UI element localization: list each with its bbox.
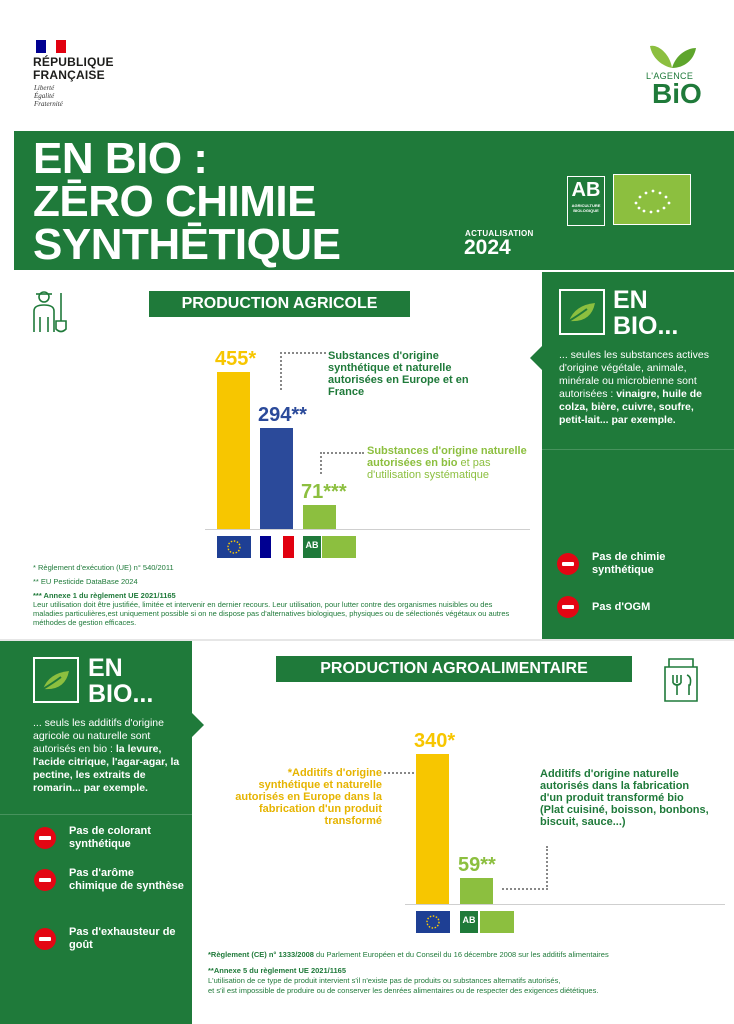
actualisation-label: ACTUALISATION [465, 229, 534, 238]
production-agroalimentaire-label: PRODUCTION AGROALIMENTAIRE [276, 656, 632, 682]
agro-dotline-left [384, 772, 414, 774]
no-enhancer-label: Pas d'exhausteur de goût [69, 926, 176, 951]
rf-name-line1: RÉPUBLIQUE [33, 55, 114, 69]
bar-value-bio: 71*** [301, 480, 347, 503]
motto-fraternite: Fraternité [34, 100, 63, 108]
agence-bio-small-text: L'AGENCE [646, 71, 694, 81]
ab-caption: AGRICULTURE BIOLOGIQUE [571, 203, 601, 213]
ab-mini-logo: AB [460, 911, 478, 933]
agri-footnote-3-title: *** Annexe 1 du règlement UE 2021/1165 [33, 591, 176, 600]
no-colorant-label: Pas de colorant synthétique [69, 825, 151, 850]
title-line1: EN BIO : [33, 134, 208, 183]
agro-note-left: *Additifs d'origine synthétique et naturelle autorisés en Europe dans la fabrication d'un produit transformé [235, 767, 382, 827]
title-line2: ZĒRO CHIMIE [33, 177, 316, 226]
agri-note-bio-strong: Substances d'origine naturelle autorisées en bio [367, 445, 527, 469]
eu-flag-icon [416, 911, 450, 933]
agri-footnote-2: ** EU Pesticide DataBase 2024 [33, 577, 138, 586]
agro-footnote-2-body1: L'utilisation de ce type de produit intervient s'il n'existe pas de produits ou substances alternatifs autorisés, [208, 976, 561, 985]
bar-value-europe: 340* [414, 730, 456, 752]
agro-note-right: Additifs d'origine naturelle autorisés dans la fabrication d'un produit transformé bio (Plat cuisiné, boisson, bonbons, biscuit, sauce...) [540, 768, 709, 828]
motto-egalite: Égalité [34, 92, 55, 100]
production-agricole-label: PRODUCTION AGRICOLE [149, 291, 410, 317]
rf-name-line2: FRANÇAISE [33, 68, 105, 82]
title-line3: SYNTHĒTIQUE [33, 220, 341, 269]
agro-footnote-1-rest: du Parlement Européen et du Conseil du 16 décembre 2008 sur les additifs alimentaires [313, 950, 609, 959]
bar-value-bio: 59** [458, 853, 496, 876]
bar-value-france: 294** [258, 403, 307, 426]
enbio-left-examples: la levure, l'acide citrique, l'agar-agar, la pectine, les extraits de romarin... par exemple. [33, 743, 180, 794]
agro-footnote-1-bold: *Règlement (CE) n° 1333/2008 [208, 950, 314, 959]
bar-europe [416, 754, 449, 904]
enbio-left-line2: BIO... [88, 680, 154, 708]
agro-footnote-2-body2: et s'il est impossible de produire ou de conserver les denrées alimentaires ou de respecter des exigences diététiques. [208, 986, 599, 995]
enbio-right-intro: ... seules les substances actives d'origine végétale, animale, minérale ou microbienne sont autorisées : [559, 349, 709, 400]
ab-letters: AB [571, 179, 601, 201]
no-gmo-label: Pas d'OGM [592, 600, 651, 613]
agri-note-bio-light: et pas d'utilisation systématique [367, 457, 491, 481]
actualisation-year: 2024 [464, 236, 511, 259]
agro-footnote-1 [208, 950, 609, 959]
agri-note-eu-fr: Substances d'origine synthétique et naturelle autorisées en Europe et en France [328, 350, 469, 398]
enbio-right-examples: vinaigre, huile de colza, bière, cuivre, soufre, petit-lait... par exemple. [559, 388, 702, 426]
agro-baseline [405, 904, 725, 905]
agro-dotline-right [502, 846, 548, 890]
eu-leaf-mini-logo [480, 911, 514, 933]
enbio-right-line1: EN [613, 286, 648, 314]
agence-bio-logo-text: BiO [652, 78, 702, 109]
enbio-left-intro: ... seuls les additifs d'origine agricole ou naturelle sont autorisés en bio : [33, 717, 164, 755]
ab-mini-logo: AB [303, 536, 321, 558]
no-aroma-label: Pas d'arôme chimique de synthèse [69, 867, 184, 892]
motto-liberte: Liberté [34, 84, 55, 92]
enbio-right-line2: BIO... [613, 312, 679, 340]
bar-value-europe: 455* [215, 348, 257, 370]
agro-footnote-2-title: **Annexe 5 du règlement UE 2021/1165 [208, 966, 346, 975]
enbio-left-line1: EN [88, 654, 123, 682]
agri-footnote-3-body: Leur utilisation doit être justifiée, limitée et intervenir en dernier recours. Leur utilisation, pour lutter contre des organismes nuisibles ou des maladies particulières,est uniquement possible si on ne dispose pas d'alternatives biologiques, physiques ou de sélectionés végétaux ou autres méthodes de gestion efficaces. [33, 600, 510, 627]
agri-footnote-1: * Règlement d'exécution (UE) n° 540/2011 [33, 563, 174, 572]
no-chemistry-label: Pas de chimie synthétique [592, 551, 666, 576]
bar-bio [460, 878, 493, 904]
